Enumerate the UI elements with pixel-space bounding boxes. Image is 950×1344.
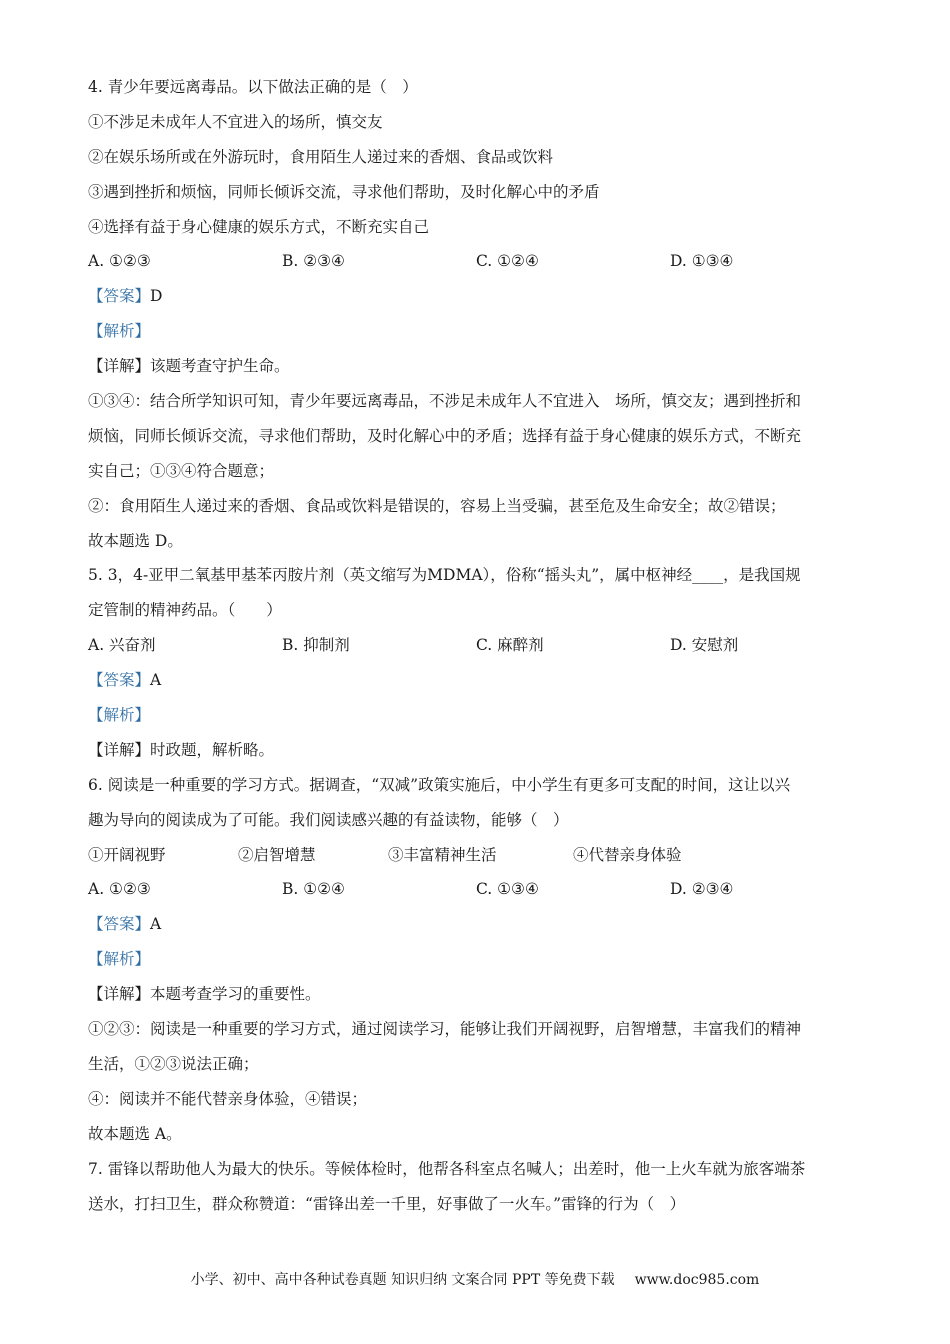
option-d: D. ②③④ <box>670 880 734 899</box>
question-4-item-3: ③遇到挫折和烦恼，同师长倾诉交流，寻求他们帮助，及时化解心中的矛盾 <box>88 182 600 201</box>
question-4-stem: 4. 青少年要远离毒品。以下做法正确的是（ ） <box>88 78 418 96</box>
question-5-stem-1: 5. 3，4-亚甲二氧基甲基苯丙胺片剂（英文缩写为MDMA），俗称“摇头丸”，属中枢神经____，是我国规 <box>88 566 801 585</box>
question-4-options <box>88 244 863 279</box>
question-4-detail <box>88 349 863 384</box>
option-a: A. ①②③ <box>88 880 151 899</box>
detail-text: 时政题，解析略。 <box>150 740 275 759</box>
question-4-explanation-4: ②：食用陌生人递过来的香烟、食品或饮料是错误的，容易上当受骗，甚至危及生命安全；故②错误； <box>88 496 786 515</box>
question-6-answer <box>88 907 863 942</box>
answer-value: A <box>150 671 162 690</box>
question-6-analysis-tag: 【解析】 <box>88 950 151 969</box>
page-footer <box>0 1269 950 1289</box>
question-4-item-1: ①不涉足未成年人不宜进入的场所，慎交友 <box>88 112 383 131</box>
option-a: A. 兴奋剂 <box>88 636 156 655</box>
question-7-stem-1: 7. 雷锋以帮助他人为最大的快乐。等候体检时，他帮各科室点名喊人；出差时，他一上火车就为旅客端茶 <box>88 1159 806 1178</box>
item-1: ①开阔视野 <box>88 845 166 864</box>
answer-tag: 【答案】 <box>88 915 151 934</box>
item-3: ③丰富精神生活 <box>388 845 497 864</box>
item-4: ④代替亲身体验 <box>573 845 682 864</box>
question-5-analysis-tag: 【解析】 <box>88 706 151 725</box>
question-4-explanation-3: 实自己；①③④符合题意； <box>88 461 275 480</box>
option-d: D. ①③④ <box>670 252 734 271</box>
answer-tag: 【答案】 <box>88 671 151 690</box>
question-4-item-2: ②在娱乐场所或在外游玩时，食用陌生人递过来的香烟、食品或饮料 <box>88 147 554 166</box>
question-6-items <box>88 838 863 873</box>
detail-tag: 【详解】 <box>88 740 151 759</box>
question-5-stem-2: 定管制的精神药品。（ ） <box>88 601 282 620</box>
question-6-options <box>88 872 863 907</box>
question-4-item-4: ④选择有益于身心健康的娱乐方式，不断充实自己 <box>88 217 430 236</box>
answer-value: D <box>150 287 163 306</box>
question-6-explanation-3: ④：阅读并不能代替亲身体验，④错误； <box>88 1089 368 1108</box>
detail-tag: 【详解】 <box>88 985 151 1004</box>
question-5-options <box>88 628 863 663</box>
answer-value: A <box>150 915 162 934</box>
option-b: B. ①②④ <box>282 880 345 899</box>
question-6-detail <box>88 977 863 1012</box>
footer-text: 小学、初中、高中各种试卷真题 知识归纳 文案合同 PPT 等免费下载 <box>190 1272 615 1288</box>
detail-text: 该题考查守护生命。 <box>150 357 290 376</box>
question-4-explanation-2: 烦恼，同师长倾诉交流，寻求他们帮助，及时化解心中的矛盾；选择有益于身心健康的娱乐方式，不断充 <box>88 426 802 445</box>
document-page <box>88 70 863 1221</box>
question-7-stem-2: 送水，打扫卫生，群众称赞道：“雷锋出差一千里，好事做了一火车。”雷锋的行为（ ） <box>88 1194 686 1213</box>
detail-tag: 【详解】 <box>88 357 151 376</box>
question-6-explanation-2: 生活，①②③说法正确； <box>88 1054 259 1073</box>
answer-tag: 【答案】 <box>88 287 151 306</box>
option-c: C. ①③④ <box>476 880 539 899</box>
detail-text: 本题考查学习的重要性。 <box>150 985 321 1004</box>
option-d: D. 安慰剂 <box>670 636 739 655</box>
question-6-stem-1: 6. 阅读是一种重要的学习方式。据调查，“双减”政策实施后，中小学生有更多可支配的时间，这让以兴 <box>88 775 791 794</box>
item-2: ②启智增慧 <box>238 845 316 864</box>
option-b: B. ②③④ <box>282 252 345 271</box>
option-c: C. 麻醉剂 <box>476 636 544 655</box>
question-6-stem-2: 趣为导向的阅读成为了可能。我们阅读感兴趣的有益读物，能够（ ） <box>88 810 569 829</box>
footer-url[interactable]: www.doc985.com <box>634 1272 760 1288</box>
question-5-answer <box>88 663 863 698</box>
question-5-detail <box>88 733 863 768</box>
option-a: A. ①②③ <box>88 252 151 271</box>
question-6-conclusion: 故本题选 A。 <box>88 1124 182 1143</box>
question-4-conclusion: 故本题选 D。 <box>88 531 183 550</box>
question-6-explanation-1: ①②③：阅读是一种重要的学习方式，通过阅读学习，能够让我们开阔视野，启智增慧，丰富我们的精神 <box>88 1020 802 1039</box>
question-4-analysis-tag: 【解析】 <box>88 322 151 341</box>
option-b: B. 抑制剂 <box>282 636 350 655</box>
question-4-answer <box>88 279 863 314</box>
option-c: C. ①②④ <box>476 252 539 271</box>
question-4-explanation-1: ①③④：结合所学知识可知，青少年要远离毒品，不涉足未成年人不宜进入 场所，慎交友；遇到挫折和 <box>88 392 802 411</box>
